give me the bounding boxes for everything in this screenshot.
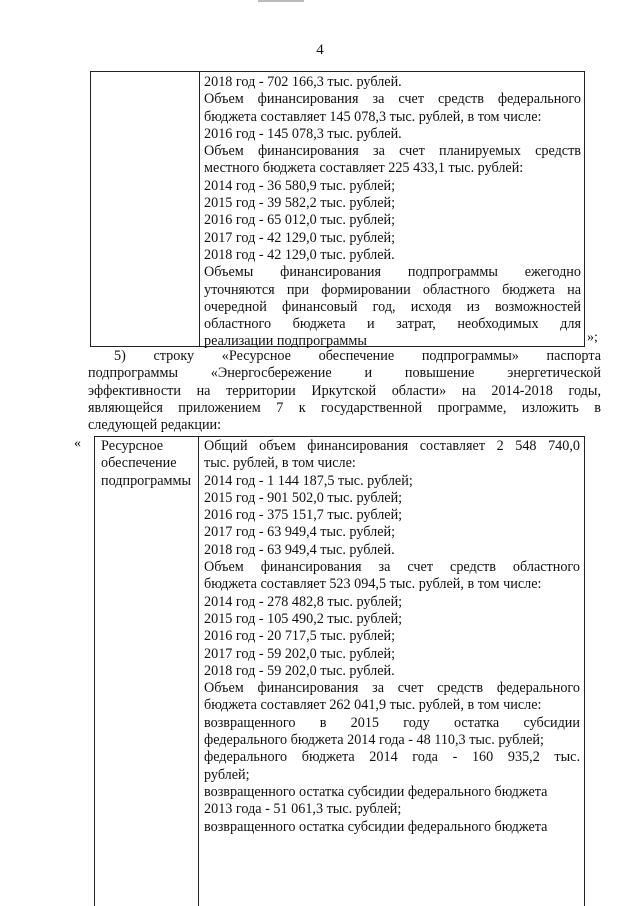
table-text-line: реализации подпрограммы xyxy=(204,333,367,350)
amendment-paragraph xyxy=(88,348,601,434)
closing-quote: »; xyxy=(587,330,598,345)
table-text-line: бюджета составляет 262 041,9 тыс. рублей, в том числе: xyxy=(204,697,542,714)
table-text-line: Объем финансирования за счет средств федерального xyxy=(204,680,580,697)
table-cell-right xyxy=(204,74,581,351)
row-heading-line: Ресурсное xyxy=(101,438,164,454)
table-text-line: 2018 год - 63 949,4 тыс. рублей. xyxy=(204,541,395,558)
resource-table-continuation xyxy=(90,71,585,350)
paragraph-line: подпрограммы «Энергосбережение и повышение энергетической xyxy=(88,365,601,382)
page-number: 4 xyxy=(316,42,324,58)
table-text-line: 2015 год - 39 582,2 тыс. рублей; xyxy=(204,195,396,212)
table-cell-left xyxy=(101,438,196,490)
table-text-line: уточняются при формировании областного бюджета на xyxy=(204,281,581,298)
paragraph-line: являющейся приложением 7 к государственной программе, изложить в xyxy=(88,399,601,416)
table-text-line: возвращенного в 2015 году остатка субсидии xyxy=(204,714,580,731)
table-text-line: 2016 год - 65 012,0 тыс. рублей; xyxy=(204,212,396,229)
table-text-line: тыс. рублей, в том числе: xyxy=(204,455,356,472)
table-text-line: 2018 год - 702 166,3 тыс. рублей. xyxy=(204,74,402,90)
table-text-line: местного бюджета составляет 225 433,1 тыс. рублей: xyxy=(204,160,524,177)
table-text-line: 2017 год - 63 949,4 тыс. рублей; xyxy=(204,524,396,541)
table-text-line: 2014 год - 36 580,9 тыс. рублей; xyxy=(204,177,396,194)
table-column-divider xyxy=(199,72,200,346)
table-text-line: Общий объем финансирования составляет 2 548 740,0 xyxy=(204,438,580,454)
table-text-line: 2018 год - 59 202,0 тыс. рублей. xyxy=(204,662,395,679)
table-text-line: 2016 год - 145 078,3 тыс. рублей. xyxy=(204,125,402,142)
table-text-line: 2016 год - 375 151,7 тыс. рублей; xyxy=(204,507,403,524)
paragraph-line: следующей редакции: xyxy=(88,417,222,434)
table-text-line: 2017 год - 42 129,0 тыс. рублей; xyxy=(204,229,396,246)
resource-table-new xyxy=(94,436,585,906)
table-text-line: возвращенного остатка субсидии федерального бюджета xyxy=(204,783,548,800)
table-text-line: 2014 год - 1 144 187,5 тыс. рублей; xyxy=(204,472,413,489)
table-text-line: Объем финансирования за счет средств областного xyxy=(204,559,580,576)
table-text-line: бюджета составляет 523 094,5 тыс. рублей, в том числе: xyxy=(204,576,542,593)
table-text-line: областного бюджета и затрат, необходимых для xyxy=(204,316,581,333)
table-text-line: Объем финансирования за счет планируемых средств xyxy=(204,143,581,160)
row-heading-line: подпрограммы xyxy=(101,472,191,489)
table-text-line: очередной финансовый год, исходя из возможностей xyxy=(204,298,581,315)
row-heading-line: обеспечение xyxy=(101,455,177,472)
table-text-line: федерального бюджета 2014 года - 48 110,3 тыс. рублей; xyxy=(204,732,544,749)
table-text-line: 2018 год - 42 129,0 тыс. рублей. xyxy=(204,246,395,263)
opening-quote: « xyxy=(74,436,81,451)
table-text-line: 2017 год - 59 202,0 тыс. рублей; xyxy=(204,645,396,662)
table-text-line: бюджета составляет 145 078,3 тыс. рублей, в том числе: xyxy=(204,108,542,125)
table-text-line: 2014 год - 278 482,8 тыс. рублей; xyxy=(204,593,403,610)
table-text-line: федерального бюджета 2014 года - 160 935,2 тыс. xyxy=(204,749,580,766)
table-text-line: 2015 год - 105 490,2 тыс. рублей; xyxy=(204,610,403,627)
table-cell-right xyxy=(204,438,580,836)
table-text-line: Объем финансирования за счет средств федерального xyxy=(204,91,581,108)
table-text-line: рублей; xyxy=(204,766,250,783)
table-text-line: Объемы финансирования подпрограммы ежегодно xyxy=(204,264,581,281)
table-text-line: 2013 года - 51 061,3 тыс. рублей; xyxy=(204,801,402,818)
table-column-divider xyxy=(198,437,199,906)
paragraph-line: 5) строку «Ресурсное обеспечение подпрограммы» паспорта xyxy=(114,348,601,364)
table-text-line: возвращенного остатка субсидии федерального бюджета xyxy=(204,818,548,835)
paragraph-line: эффективности на территории Иркутской области» на 2014-2018 годы, xyxy=(88,382,601,399)
table-text-line: 2015 год - 901 502,0 тыс. рублей; xyxy=(204,489,403,506)
table-text-line: 2016 год - 20 717,5 тыс. рублей; xyxy=(204,628,396,645)
page-top-mark xyxy=(258,0,304,2)
